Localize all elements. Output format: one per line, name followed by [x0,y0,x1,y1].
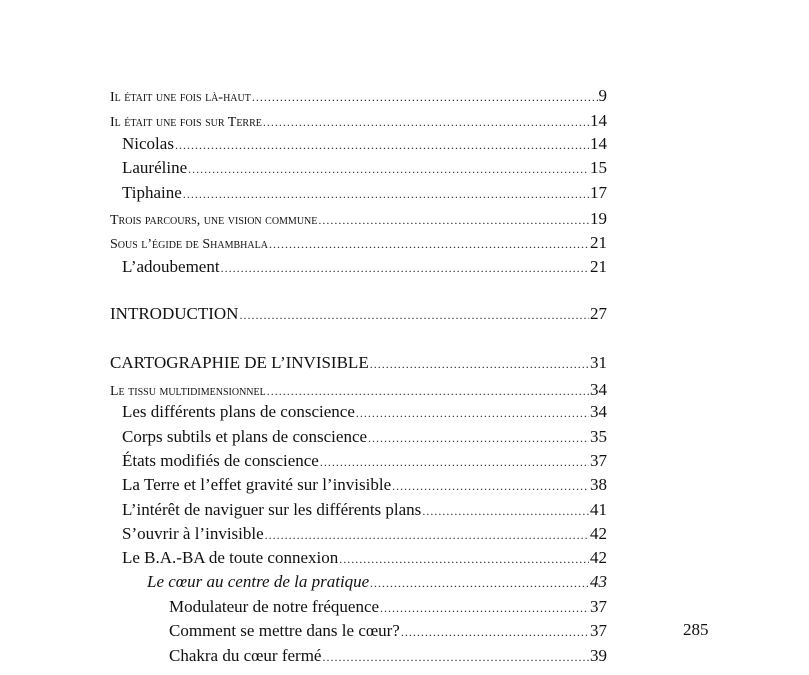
leader-dots [269,237,589,252]
toc-entry-label: La Terre et l’effet gravité sur l’invisible [122,475,392,494]
toc-entry [110,353,607,373]
toc-entry-label: Lauréline [122,158,188,177]
toc-entry-label: Le B.A.-BA de toute connexion [122,548,339,567]
toc-entry [122,158,607,178]
page-number: 285 [683,620,709,639]
toc-entry [110,380,607,400]
toc-entry-label: CARTOGRAPHIE DE L’INVISIBLE [110,353,369,372]
leader-dots [175,138,589,153]
toc-entry-page: 17 [590,183,607,202]
toc-entry-label: INTRODUCTION [110,304,239,323]
toc-entry-page: 43 [590,572,607,591]
toc-entry-page: 39 [590,646,607,665]
leader-dots [422,504,589,519]
leader-dots [370,576,589,591]
toc-entry-page: 19 [590,209,607,228]
leader-dots [263,115,589,130]
toc-entry [122,183,607,203]
toc-entry [122,134,607,154]
toc-entry [122,475,607,495]
toc-entry [110,111,607,131]
toc-entry-label: Il était une fois là-haut [110,90,251,105]
toc-entry [169,597,607,617]
toc-entry [110,209,607,229]
toc-entry [122,402,607,422]
toc-entry [122,524,607,544]
toc-entry-label: Nicolas [122,134,174,153]
toc-entry-page: 14 [590,134,607,153]
leader-dots [221,261,589,276]
leader-dots [322,650,589,665]
toc-entry [110,86,607,106]
toc-entry [169,646,607,666]
toc-entry [122,451,607,471]
toc-entry-page: 38 [590,475,607,494]
toc-entry-label: Le cœur au centre de la pratique [147,572,370,591]
toc-entry-page: 37 [590,597,607,616]
leader-dots [252,90,598,105]
toc-entry-page: 34 [590,380,607,399]
leader-dots [267,384,589,399]
toc-entry-page: 21 [590,233,607,252]
leader-dots [368,431,589,446]
toc-entry-label: Trois parcours, une vision commune [110,213,318,228]
toc-entry-page: 35 [590,427,607,446]
toc-entry-page: 37 [590,451,607,470]
toc-entry-label: Sous l’égide de Shambhala [110,237,268,252]
toc-entry-page: 42 [590,548,607,567]
toc-entry-page: 42 [590,524,607,543]
toc-entry-label: Chakra du cœur fermé [169,646,322,665]
toc-entry [122,548,607,568]
toc-entry-page: 27 [590,304,607,323]
leader-dots [392,479,589,494]
leader-dots [188,162,589,177]
leader-dots [356,406,589,421]
toc-entry [147,572,607,592]
toc-entry-label: Il était une fois sur Terre [110,115,262,130]
toc-entry-label: Comment se mettre dans le cœur? [169,621,400,640]
leader-dots [239,308,589,323]
toc-entry-label: Modulateur de notre fréquence [169,597,380,616]
leader-dots [183,187,589,202]
leader-dots [401,625,589,640]
toc-entry [122,257,607,277]
toc-entry-page: 34 [590,402,607,421]
toc-entry-page: 37 [590,621,607,640]
toc-entry-label: États modifiés de conscience [122,451,319,470]
toc-entry-page: 41 [590,500,607,519]
toc-entry-label: Le tissu multidimensionnel [110,384,266,399]
leader-dots [370,357,589,372]
toc-entry-page: 9 [598,86,607,105]
toc-entry [110,304,607,324]
toc-entry-page: 21 [590,257,607,276]
toc-entry-page: 31 [590,353,607,372]
leader-dots [320,455,589,470]
leader-dots [380,601,589,616]
toc-entry-label: L’adoubement [122,257,220,276]
toc-entry-label: Les différents plans de conscience [122,402,355,421]
leader-dots [318,213,589,228]
toc-entry [110,233,607,253]
toc-entry [122,500,607,520]
toc-entry-label: Corps subtils et plans de conscience [122,427,368,446]
toc-entry-label: Tiphaine [122,183,182,202]
toc-entry [169,621,607,641]
toc-entry-label: L’intérêt de naviguer sur les différents plans [122,500,422,519]
toc-entry [122,427,607,447]
leader-dots [339,552,589,567]
toc-entry-page: 15 [590,158,607,177]
toc-entry-page: 14 [590,111,607,130]
toc-entry-label: S’ouvrir à l’invisible [122,524,264,543]
leader-dots [265,528,589,543]
